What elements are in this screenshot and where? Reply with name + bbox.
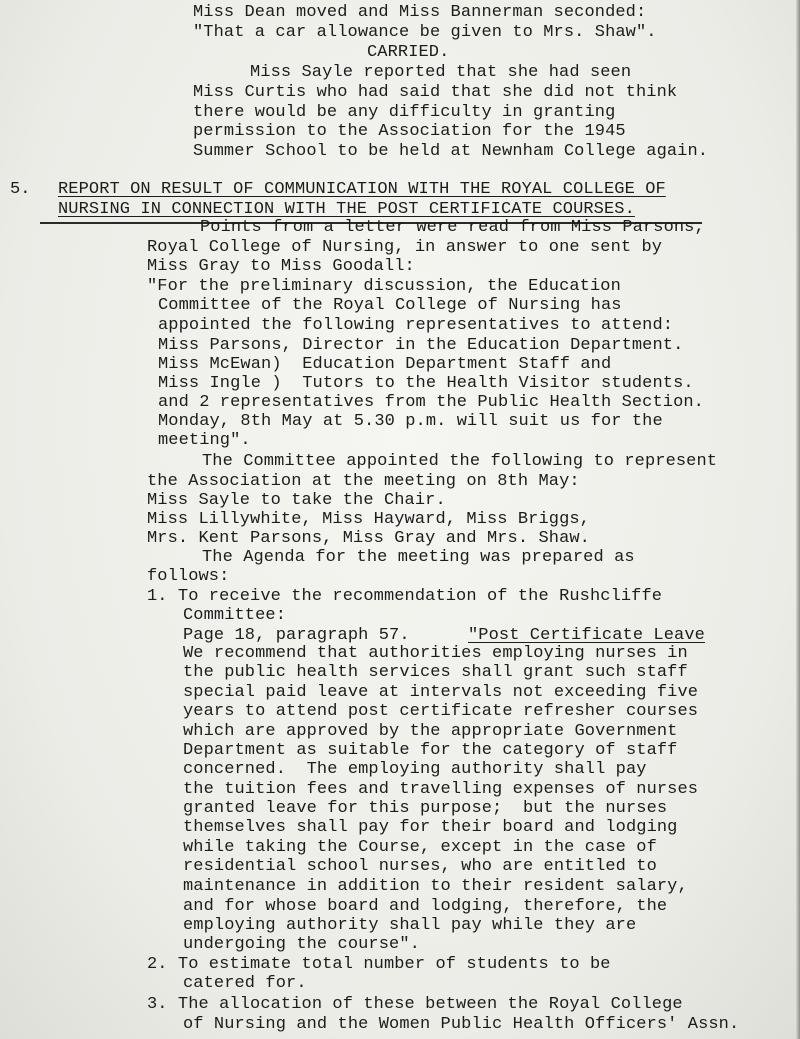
item-number: 5.: [10, 180, 31, 199]
text-line: Department as suitable for the category of staff: [183, 741, 678, 760]
text-line: of Nursing and the Women Public Health Officers' Assn.: [183, 1015, 740, 1034]
text-line: employing authority shall pay while they are: [183, 916, 637, 935]
text-line: concerned. The employing authority shall pay: [183, 760, 647, 779]
text-line: Miss Curtis who had said that she did not think: [193, 83, 678, 102]
text-line: Miss McEwan) Education Department Staff and: [158, 355, 612, 374]
text-line: Miss Lillywhite, Miss Hayward, Miss Briggs,: [147, 510, 590, 529]
carried-text: CARRIED.: [367, 43, 450, 62]
agenda-item-2: 2. To estimate total number of students to be: [147, 955, 611, 974]
section-heading: REPORT ON RESULT OF COMMUNICATION WITH THE ROYAL COLLEGE OF: [58, 180, 666, 199]
text-line: and for whose board and lodging, therefore, the: [183, 897, 668, 916]
text-line: We recommend that authorities employing nurses in: [183, 644, 688, 663]
text-line: undergoing the course".: [183, 935, 420, 954]
text-line: Miss Sayle to take the Chair.: [147, 491, 446, 510]
agenda-item-3: 3. The allocation of these between the Royal College: [147, 995, 683, 1014]
text-line: catered for.: [183, 974, 307, 993]
text-line: Miss Dean moved and Miss Bannerman seconded:: [193, 3, 647, 22]
text-line: "That a car allowance be given to Mrs. Shaw".: [193, 23, 657, 42]
text-line: special paid leave at intervals not exceeding five: [183, 683, 699, 702]
text-line: meeting".: [158, 431, 251, 450]
text-line: permission to the Association for the 1945: [193, 122, 626, 141]
text-line: Miss Gray to Miss Goodall:: [147, 257, 415, 276]
text-line: appointed the following representatives to attend:: [158, 316, 674, 335]
text-line: the public health services shall grant such staff: [183, 663, 688, 682]
text-line: "For the preliminary discussion, the Education: [147, 277, 621, 296]
text-line: Mrs. Kent Parsons, Miss Gray and Mrs. Shaw.: [147, 529, 590, 548]
text-line: the tuition fees and travelling expenses of nurses: [183, 780, 699, 799]
text-line: granted leave for this purpose; but the nurses: [183, 799, 668, 818]
text-line: Committee of the Royal College of Nursing has: [158, 296, 622, 315]
text-line: Points from a letter were read from Miss Parsons,: [200, 218, 705, 237]
text-line: follows:: [147, 567, 230, 586]
text-line: Miss Sayle reported that she had seen: [250, 63, 632, 82]
text-line: and 2 representatives from the Public Health Section.: [158, 393, 704, 412]
text-line: Miss Ingle ) Tutors to the Health Visitor students.: [158, 374, 694, 393]
text-line: Page 18, paragraph 57.: [183, 626, 410, 645]
text-line: Committee:: [183, 606, 287, 625]
text-line: which are approved by the appropriate Government: [183, 722, 678, 741]
text-line: The Committee appointed the following to represent: [202, 452, 718, 471]
text-line: years to attend post certificate refresher courses: [183, 702, 699, 721]
section-heading: NURSING IN CONNECTION WITH THE POST CERTIFICATE COURSES.: [58, 200, 635, 219]
text-line: maintenance in addition to their resident salary,: [183, 877, 688, 896]
text-line: residential school nurses, who are entitled to: [183, 857, 657, 876]
text-line: themselves shall pay for their board and lodging: [183, 818, 678, 837]
text-line: Royal College of Nursing, in answer to one sent by: [147, 238, 663, 257]
underlined-phrase: "Post Certificate Leave: [468, 626, 705, 645]
agenda-item-1: 1. To receive the recommendation of the Rushcliffe: [147, 587, 663, 606]
text-line: the Association at the meeting on 8th May:: [147, 472, 580, 491]
text-line: The Agenda for the meeting was prepared as: [202, 548, 635, 567]
text-line: Miss Parsons, Director in the Education Department.: [158, 336, 684, 355]
text-line: Monday, 8th May at 5.30 p.m. will suit us for the: [158, 412, 663, 431]
text-line: there would be any difficulty in granting: [193, 103, 616, 122]
text-line: while taking the Course, except in the case of: [183, 838, 657, 857]
text-line: Summer School to be held at Newnham College again.: [193, 142, 709, 161]
page-edge-shadow: [796, 0, 800, 1039]
